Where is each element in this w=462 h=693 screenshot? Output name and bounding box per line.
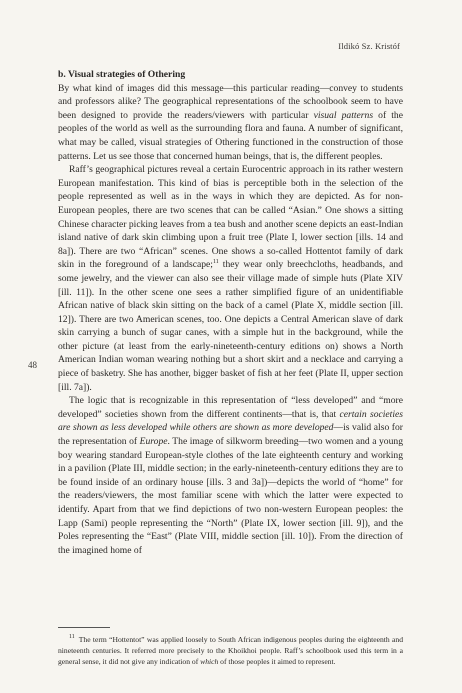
paragraph-3	[58, 394, 403, 557]
emphasis: Europe	[139, 436, 168, 448]
text-run: —is valid also for the representation of	[58, 422, 403, 448]
text-run: of the peoples of the world as well as the surrounding flora and fauna. A number of significant, what may be called, visual strategies of Othering functioned in the construction of those patterns. Let us see those that concerned human beings, that is, the different peoples.	[58, 109, 403, 162]
running-head: Ildikó Sz. Kristóf	[338, 41, 400, 51]
main-text	[58, 68, 403, 557]
footnote-11	[58, 634, 403, 668]
text-run: of those peoples it aimed to represent.	[218, 657, 336, 667]
paragraph-1	[58, 82, 403, 164]
emphasis: visual patterns	[313, 109, 374, 121]
text-run: By what kind of images did this message—this particular reading—convey to students and professors alike? The geographical representations of the schoolbook seem to have been designed to provide the readers/viewers with particular	[58, 82, 403, 121]
footnote-ref[interactable]: 11	[212, 259, 219, 266]
emphasis: which	[200, 657, 219, 667]
text-run: . The image of silkworm breeding—two women and a young boy wearing standard European-style clothes of the late eighteenth century and working in a pavilion (Plate III, middle section; in the early-nineteenth-century editions they are to be found inside of an ordinary house [ills. 3 and 3a])—depicts the world of “home” for the readers/viewers, the most familiar scene with which the latter were expected to identify. Apart from that we find depictions of two non-western European peoples: the Lapp (Sami) people representing the “North” (Plate IX, lower section [ill. 9]), and the Poles representing the “East” (Plate VIII, middle section [ill. 10]). From the direction of the imagined home of	[58, 436, 403, 556]
section-heading: b. Visual strategies of Othering	[58, 69, 186, 80]
footnote-divider	[58, 627, 110, 628]
text-run: The logic that is recognizable in this representation of “less developed” and “more developed” societies shown from the different continents—that is, that	[58, 395, 403, 420]
text-run: The term “Hottentot” was applied loosely to South African indigenous peoples during the eighteenth and nineteenth centuries. It referred more precisely to the Khoikhoi people. Raff’s schoolbook used this term in a general sense, it did not give any indication of	[58, 635, 403, 667]
emphasis: certain societies are shown as less developed while others are shown as more developed	[58, 408, 403, 434]
text-run: Raff’s geographical pictures reveal a certain Eurocentric approach in its rather western European manifestation. This kind of bias is perceptible both in the selection of the people represented as well as in the ways in which they are depicted. As for non-European peoples, there are two scenes that can be called “Asian.” One shows a sitting Chinese character picking leaves from a tea bush and another scene depicts an east-Indian island native of dark skin climbing upon a fruit tree (Plate I, lower section [ills. 14 and 8a]). There are two “African” scenes. One shows a so-called Hottentot family of dark skin in the foreground of a landscape;	[58, 164, 403, 271]
paragraph-2	[58, 163, 403, 394]
page-number: 48	[28, 360, 37, 370]
footnote-number: 11	[69, 634, 75, 641]
text-run: they wear only breechcloths, headbands, and some jewelry, and the viewer can also see their village made of simple huts (Plate XIV [ill. 11]). In the other scene one sees a rather simplified figure of an unidentifiable African native of black skin sitting on the back of a camel (Plate X, middle section [ill. 12]). There are two American scenes, too. One depicts a Central American slave of dark skin carrying a bunch of sugar canes, with a simple hut in the background, while the other picture (at least from the early-nineteenth-century editions on) shows a North American Indian woman wearing nothing but a short skirt and a necklace and carrying a piece of basketry. She has another, bigger basket of fish at her feet (Plate II, upper section [ill. 7a]).	[58, 259, 403, 393]
